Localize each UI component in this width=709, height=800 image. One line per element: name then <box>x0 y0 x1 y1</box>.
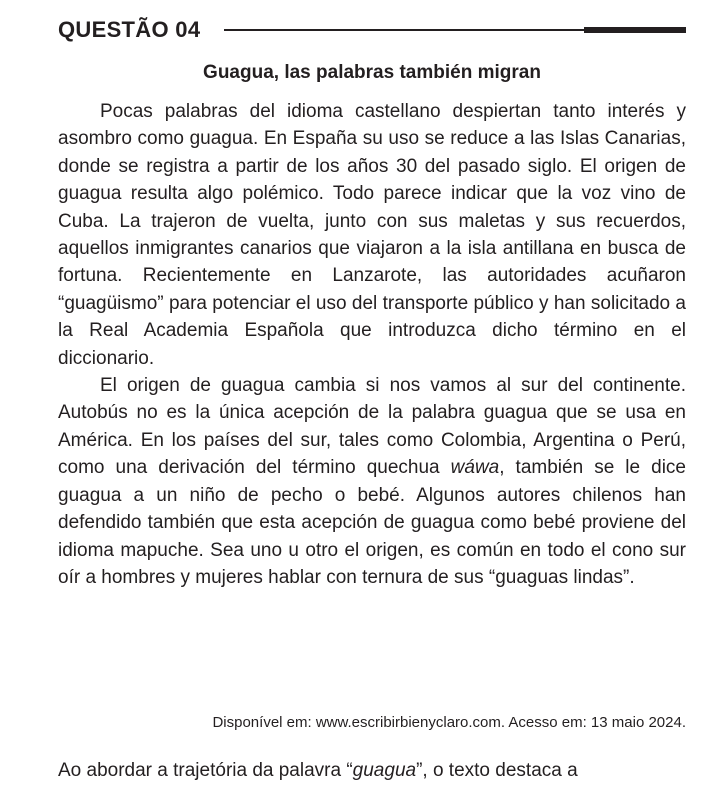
paragraph-2-part-1: El origen de guagua cambia si nos vamos al sur del continente. Autobús no es la única acepción de la palabra guagua que se usa en América. En los países del sur, tales como Colombia, Argentina o Perú, como una derivación del término quechua <box>58 375 686 479</box>
question-number: QUESTÃO 04 <box>58 17 201 42</box>
question-stem <box>58 758 698 784</box>
question-stem-term: guagua <box>352 760 417 781</box>
paragraph-2-part-2: , también se le dice guagua a un niño de pecho o bebé. Algunos autores chilenos han defendido también que esta acepción de guagua como bebé proviene del idioma mapuche. Sea uno u otro el origen, es común en todo el cono sur oír a hombres y mujeres hablar con ternura de sus “guaguas lindas”. <box>58 457 686 588</box>
header-rule-thick <box>584 27 686 33</box>
source-citation: Disponível em: www.escribirbienyclaro.com. Acesso em: 13 maio 2024. <box>212 714 686 731</box>
article-paragraph-2 <box>58 372 686 591</box>
article-title: Guagua, las palabras también migran <box>203 62 541 83</box>
article-paragraph-1: Pocas palabras del idioma castellano despiertan tanto interés y asombro como guagua. En España su uso se reduce a las Islas Canarias, donde se registra a partir de los años 30 del pasado siglo. El origen de guagua resulta algo polémico. Todo parece indicar que la voz vino de Cuba. La trajeron de vuelta, junto con sus maletas y sus recuerdos, aquellos inmigrantes canarios que viajaron a la isla antillana en busca de fortuna. Recientemente en Lanzarote, las autoridades acuñaron “guagüismo” para potenciar el uso del transporte público y han solicitado a la Real Academia Española que introduzca dicho término en el diccionario. <box>58 101 686 369</box>
question-stem-start: Ao abordar a trajetória da palavra “ <box>58 760 353 781</box>
question-stem-end: ”, o texto destaca a <box>416 760 578 781</box>
quechua-term: wáwa <box>450 457 500 479</box>
question-header <box>58 14 686 46</box>
article-body <box>58 98 686 591</box>
header-rule <box>224 23 686 37</box>
